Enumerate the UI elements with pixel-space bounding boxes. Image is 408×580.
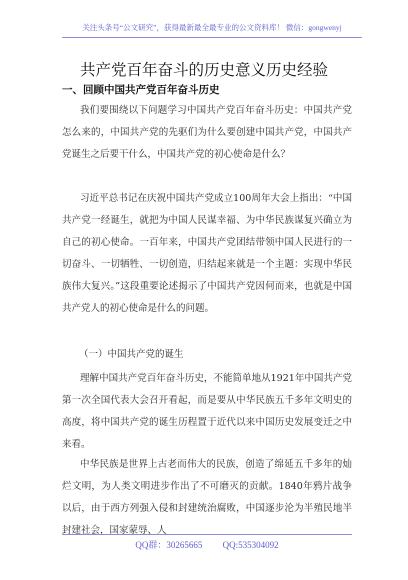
paragraph: 中华民族是世界上古老而伟大的民族，创造了绵延五千多年的灿烂文明，为人类文明进步作出了不可磨灭的贡献。1840年鸦片战争以后，由于西方列强入侵和封建统治腐败，中国逐步沦为半殖民地半封建社会，国家蒙辱、人 <box>62 459 352 536</box>
subsection-heading: （一）中国共产党的诞生 <box>79 349 184 360</box>
page-header: 关注头条号“公文研究”，获得最新最全最专业的公文资料库！ 微信：gongwenyj <box>62 22 362 38</box>
paragraph: 理解中国共产党百年奋斗历史，不能简单地从1921年中国共产党第一次全国代表大会召开看起，而是要从中华民族五千多年文明史的高度，将中国共产党的诞生历程置于近代以来中国历史发展变迁之中来看。 <box>62 373 352 450</box>
paragraph: 习近平总书记在庆祝中国共产党成立100周年大会上指出：“中国共产党一经诞生，就把为中国人民谋幸福、为中华民族谋复兴确立为自己的初心使命。一百年来，中国共产党团结带领中国人民进行的一切奋斗、一切牺牲、一切创造，归结起来就是一个主题：实现中华民族伟大复兴。”这段重要论述揭示了中国共产党因何而来，也就是中国共产党人的初心使命是什么的问题。 <box>62 193 352 314</box>
document-title: 共产党百年奋斗的历史意义历史经验 <box>79 61 328 79</box>
footer-qq-group: QQ群：30265665 <box>135 540 203 550</box>
section-heading: 一、回顾中国共产党百年奋斗历史 <box>62 84 220 96</box>
page-footer <box>62 534 352 551</box>
footer-qq: QQ:535304092 <box>222 540 279 550</box>
paragraph: 我们要围绕以下问题学习中国共产党百年奋斗历史：中国共产党怎么来的，中国共产党的先驱们为什么要创建中国共产党，中国共产党诞生之后要干什么，中国共产党的初心使命是什么？ <box>62 105 352 160</box>
